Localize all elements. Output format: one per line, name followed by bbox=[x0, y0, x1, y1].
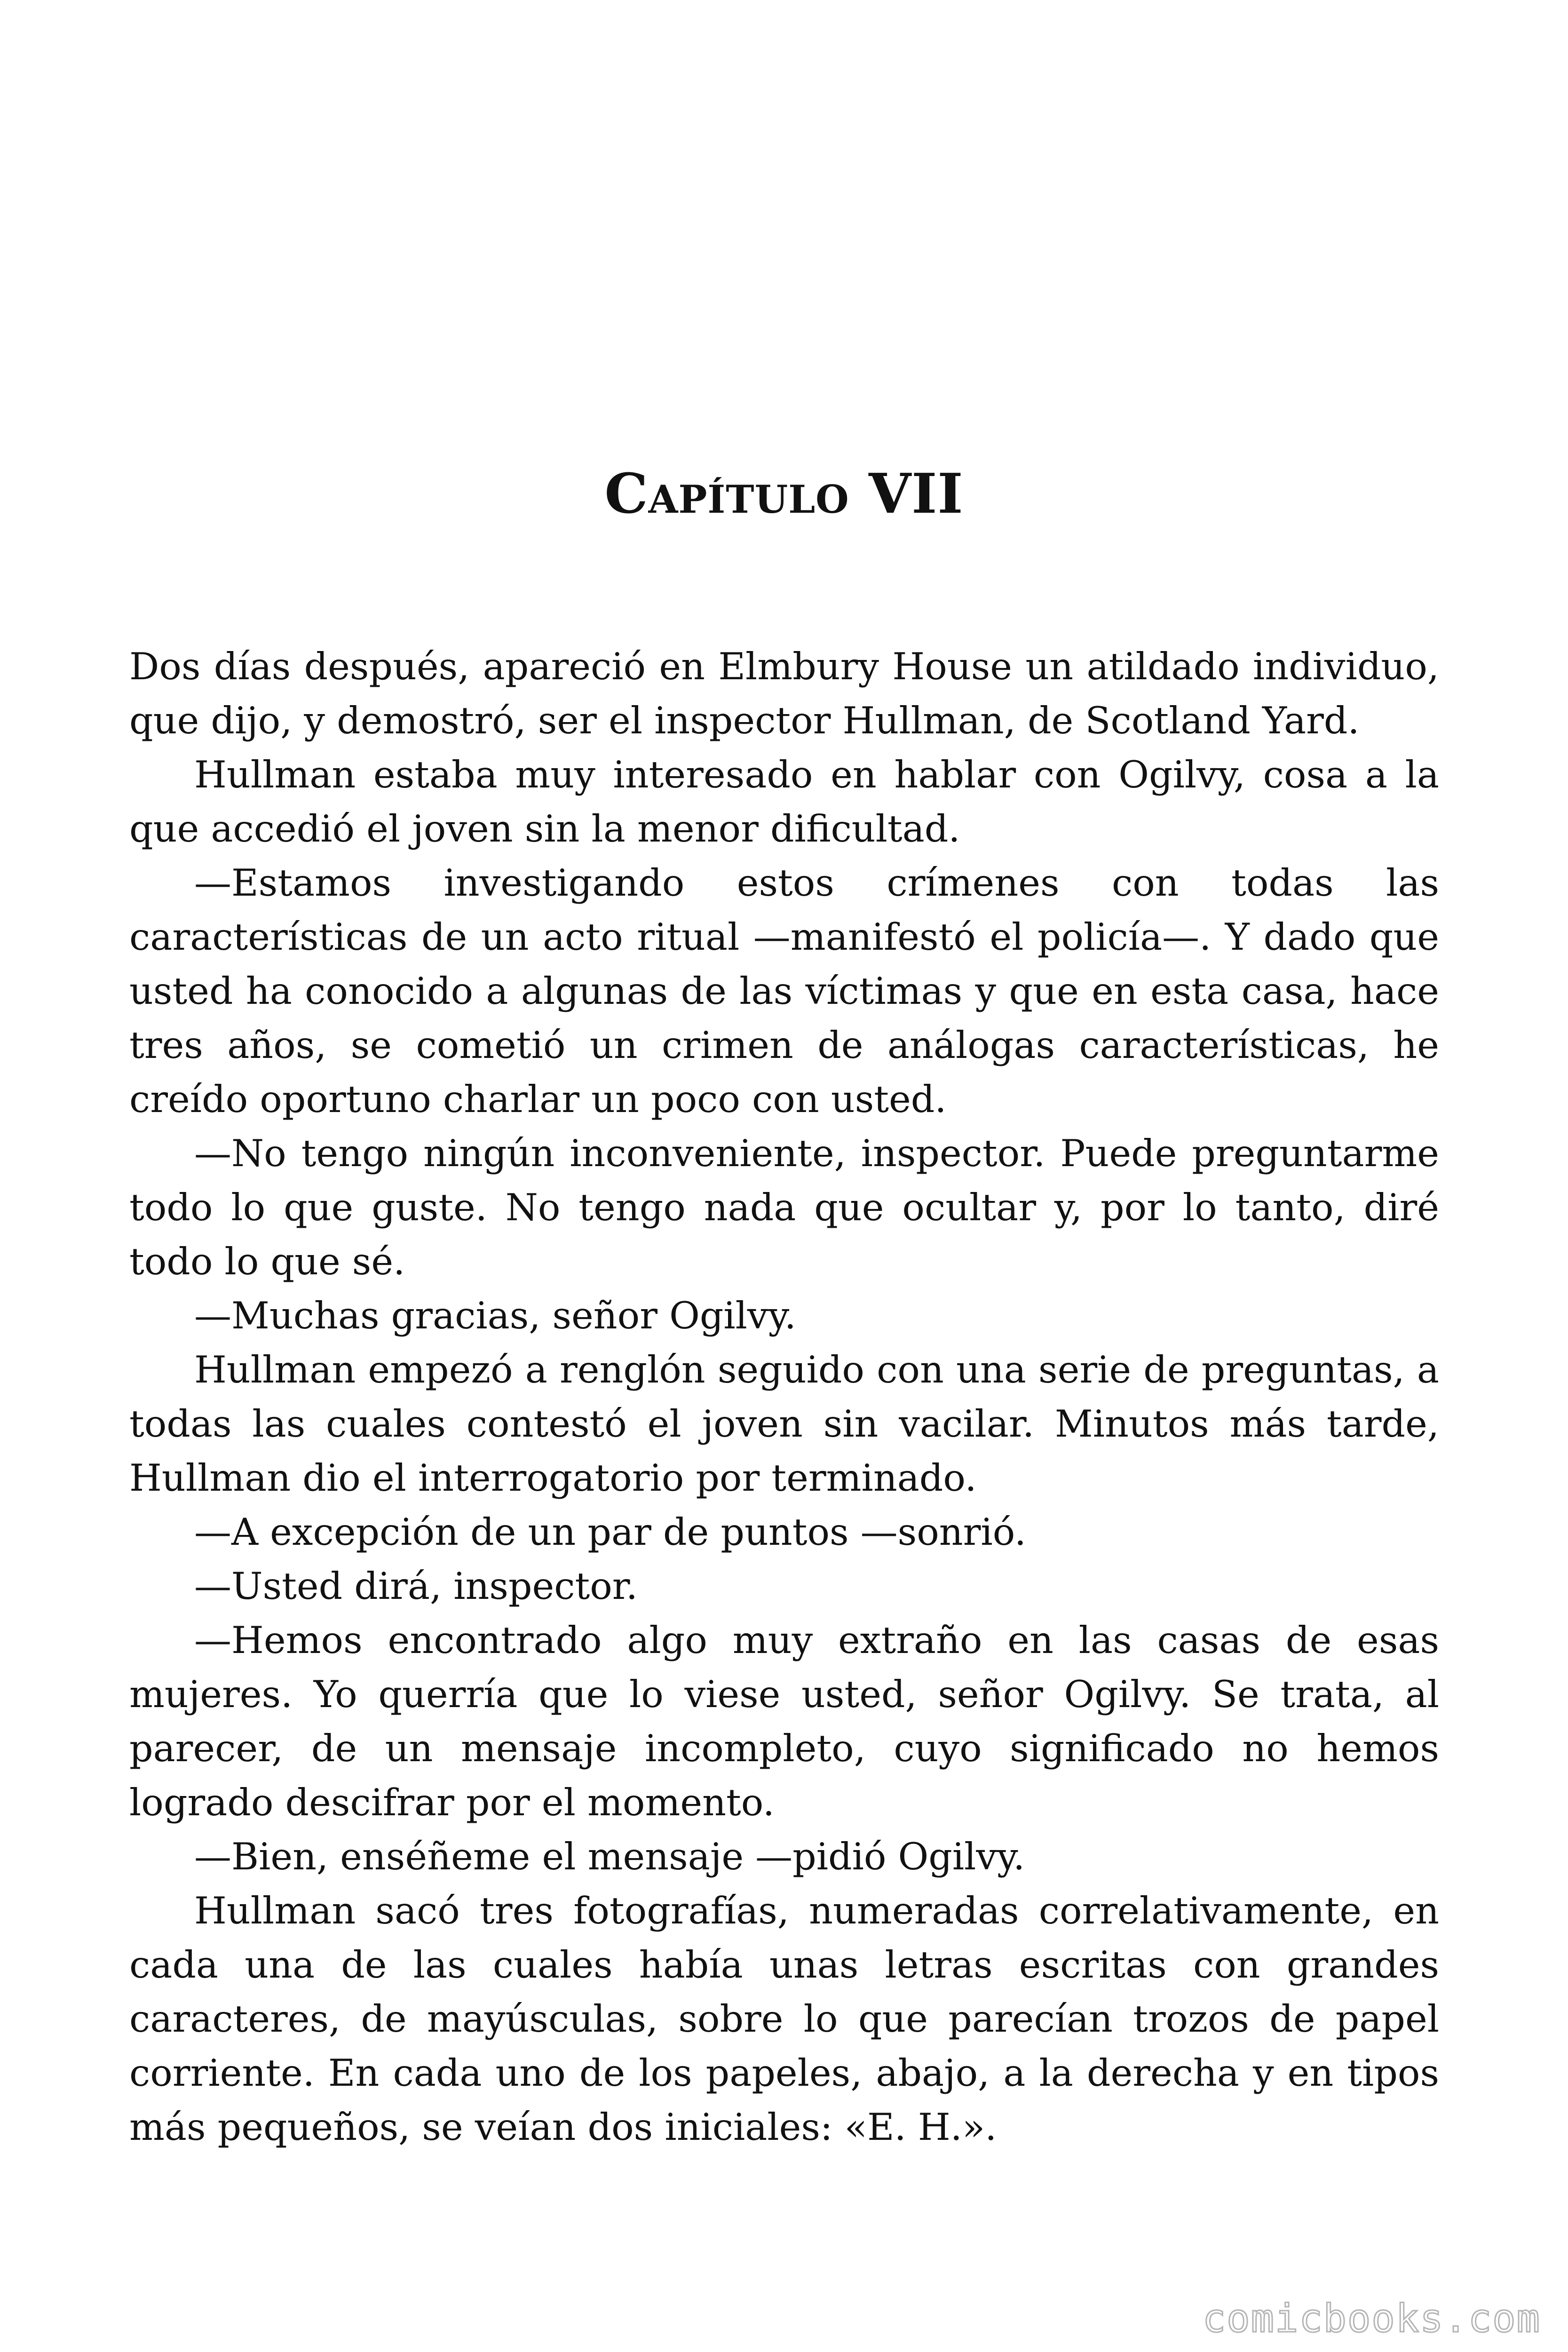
watermark: comicbooks.com bbox=[1202, 2296, 1541, 2341]
paragraph: Hullman sacó tres fotografías, numeradas correlativamente, en cada una de las cuales había unas letras escritas con grandes caracteres, de mayúsculas, sobre lo que parecían trozos de papel corriente. En cada uno de los papeles, abajo, a la derecha y en tipos más pequeños, se veían dos iniciales: «E. H.». bbox=[129, 1889, 1439, 2149]
paragraph: Dos días después, apareció en Elmbury House un atildado individuo, que dijo, y demostró, ser el inspector Hullman, de Scotland Yard. bbox=[129, 645, 1439, 742]
paragraph: —Estamos investigando estos crímenes con todas las características de un acto ritual —manifestó el policía—. Y dado que usted ha conocido a algunas de las víctimas y que en esta casa, hace tres años, se cometió un crimen de análogas características, he creído oportuno charlar un poco con usted. bbox=[129, 861, 1439, 1121]
paragraph: —Muchas gracias, señor Ogilvy. bbox=[194, 1294, 796, 1337]
paragraph: —Usted dirá, inspector. bbox=[194, 1565, 638, 1608]
paragraph: Hullman estaba muy interesado en hablar con Ogilvy, cosa a la que accedió el joven sin la menor dificultad. bbox=[129, 753, 1439, 850]
paragraph: —Hemos encontrado algo muy extraño en las casas de esas mujeres. Yo querría que lo viese usted, señor Ogilvy. Se trata, al parecer, de un mensaje incompleto, cuyo significado no hemos logrado descifrar por el momento. bbox=[129, 1619, 1439, 1824]
paragraph: Hullman empezó a renglón seguido con una serie de preguntas, a todas las cuales contestó el joven sin vacilar. Minutos más tarde, Hullman dio el interrogatorio por terminado. bbox=[129, 1348, 1439, 1500]
paragraph: —A excepción de un par de puntos —sonrió. bbox=[194, 1510, 1026, 1554]
chapter-body bbox=[129, 640, 1439, 2154]
paragraph: —No tengo ningún inconveniente, inspector. Puede preguntarme todo lo que guste. No tengo nada que ocultar y, por lo tanto, diré todo lo que sé. bbox=[129, 1132, 1439, 1283]
paragraph: —Bien, enséñeme el mensaje —pidió Ogilvy. bbox=[194, 1835, 1025, 1878]
chapter-title: Capítulo VII bbox=[604, 462, 964, 526]
